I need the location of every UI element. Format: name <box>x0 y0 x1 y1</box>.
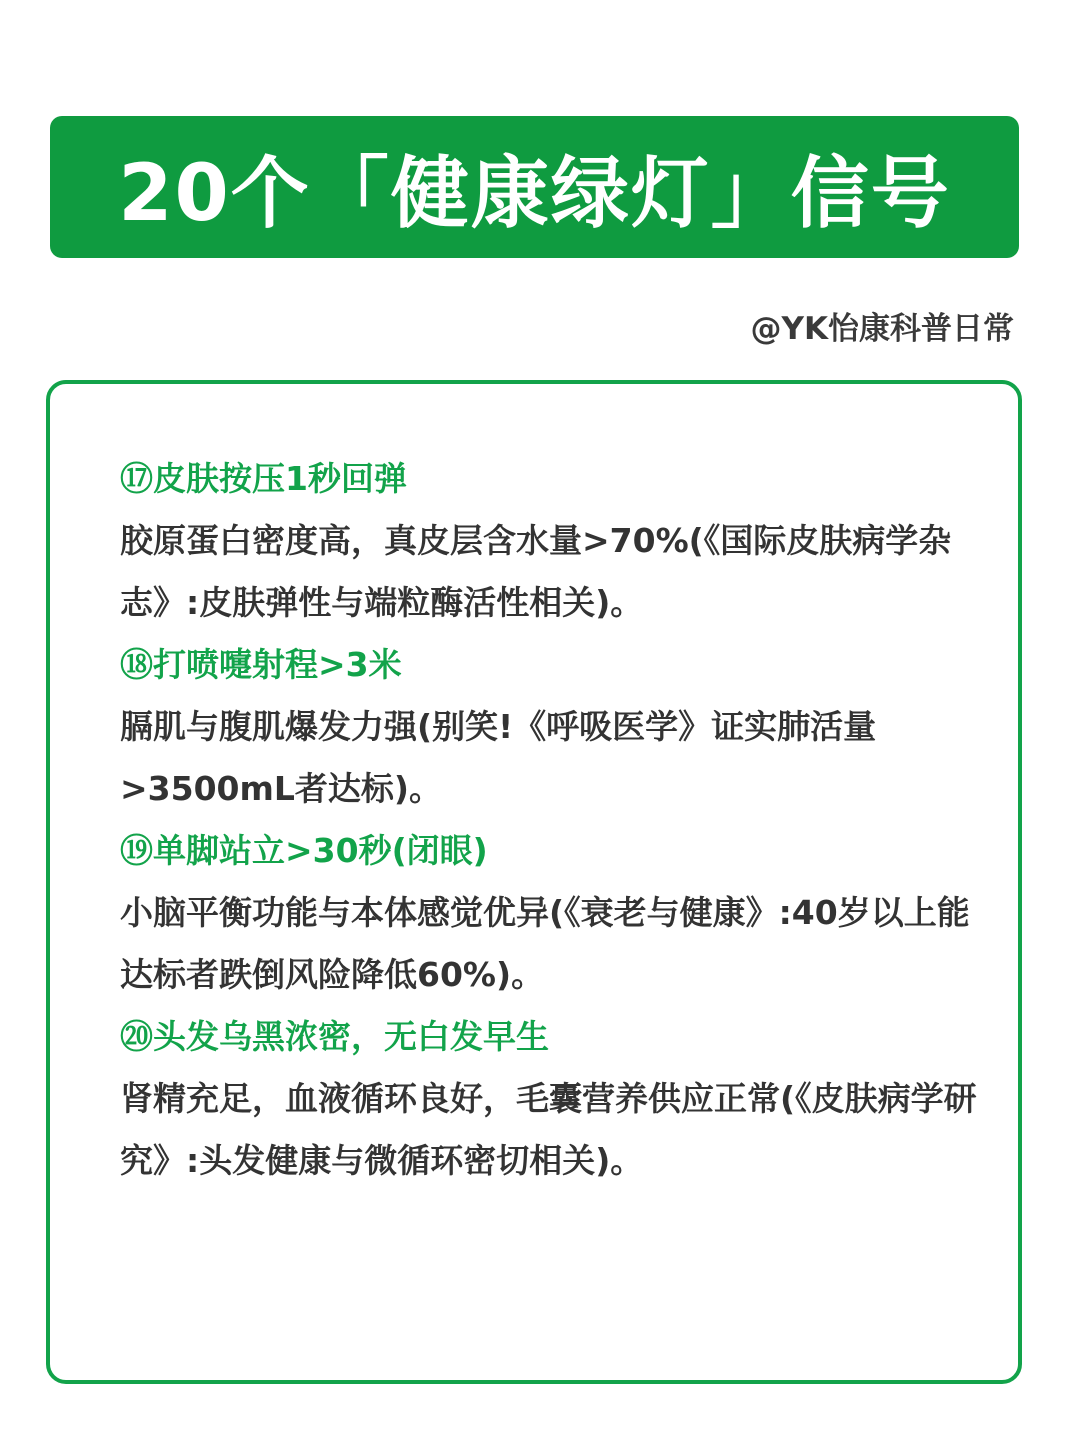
signal-description: 膈肌与腹肌爆发力强(别笑!《呼吸医学》证实肺活量>3500mL者达标)。 <box>120 707 877 808</box>
page-title: 20个「健康绿灯」信号 <box>118 149 951 239</box>
signal-heading: ⑱打喷嚏射程>3米 <box>120 645 402 684</box>
signal-list <box>120 448 980 1192</box>
title-banner <box>50 116 1019 258</box>
signal-description: 胶原蛋白密度高，真皮层含水量>70%(《国际皮肤病学杂志》:皮肤弹性与端粒酶活性相关)。 <box>120 521 952 622</box>
signal-heading: ⑳头发乌黑浓密，无白发早生 <box>120 1017 549 1056</box>
signal-heading: ⑲单脚站立>30秒(闭眼) <box>120 831 488 870</box>
author-handle: @YK怡康科普日常 <box>750 311 1014 347</box>
signal-description: 小脑平衡功能与本体感觉优异(《衰老与健康》:40岁以上能达标者跌倒风险降低60%)。 <box>120 893 970 994</box>
signal-item-19 <box>120 820 980 1006</box>
content-card <box>46 380 1022 1384</box>
signal-heading: ⑰皮肤按压1秒回弹 <box>120 459 407 498</box>
signal-description: 肾精充足，血液循环良好，毛囊营养供应正常(《皮肤病学研究》:头发健康与微循环密切相关)。 <box>120 1079 977 1180</box>
signal-item-17 <box>120 448 980 634</box>
signal-item-20 <box>120 1006 980 1192</box>
signal-item-18 <box>120 634 980 820</box>
